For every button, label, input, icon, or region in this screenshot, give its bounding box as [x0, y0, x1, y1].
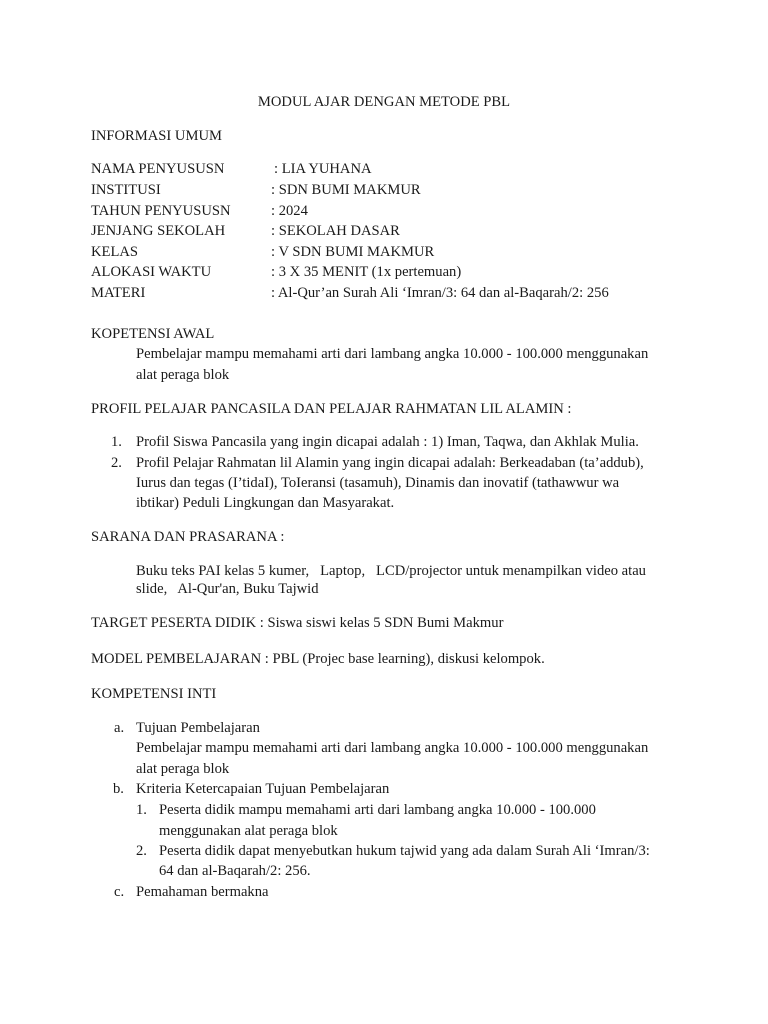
- info-label-institusi: INSTITUSI: [91, 182, 161, 198]
- section-heading-profil: PROFIL PELAJAR PANCASILA DAN PELAJAR RAHMATAN LIL ALAMIN :: [91, 401, 572, 417]
- section-heading-kompetensi-awal: KOPETENSI AWAL: [91, 326, 215, 342]
- section-heading-sarana: SARANA DAN PRASARANA :: [91, 529, 285, 545]
- info-label-kelas: KELAS: [91, 244, 139, 260]
- info-value-tahun: : 2024: [271, 203, 308, 219]
- list-item-text: ibtikar) Peduli Lingkungan dan Masyarakat.: [136, 495, 395, 511]
- list-item-text: Iurus dan tegas (I’tidaI), ToIeransi (tasamuh), Dinamis dan inovatif (tathawwur wa: [136, 475, 620, 491]
- info-label-jenjang: JENJANG SEKOLAH: [91, 223, 226, 239]
- info-value-institusi: : SDN BUMI MAKMUR: [271, 182, 421, 198]
- list-item-text: menggunakan alat peraga blok: [159, 823, 338, 839]
- info-value-materi: : Al-Qur’an Surah Ali ‘Imran/3: 64 dan al-Baqarah/2: 256: [271, 285, 609, 301]
- list-item-text: Profil Siswa Pancasila yang ingin dicapai adalah : 1) Iman, Taqwa, dan Akhlak Mulia.: [136, 434, 639, 450]
- document-title: MODUL AJAR DENGAN METODE PBL: [257, 94, 511, 110]
- list-item-text: Peserta didik dapat menyebutkan hukum tajwid yang ada dalam Surah Ali ‘Imran/3:: [159, 843, 650, 859]
- list-marker: 1.: [111, 434, 122, 450]
- section-heading-kompetensi-inti: KOMPETENSI INTI: [91, 686, 217, 702]
- section-heading-informasi-umum: INFORMASI UMUM: [91, 128, 222, 144]
- list-item-text: 64 dan al-Baqarah/2: 256.: [159, 863, 311, 879]
- target-peserta-didik: TARGET PESERTA DIDIK : Siswa siswi kelas 5 SDN Bumi Makmur: [91, 615, 504, 631]
- list-marker: 2.: [136, 843, 147, 859]
- info-value-jenjang: : SEKOLAH DASAR: [271, 223, 400, 239]
- info-value-alokasi: : 3 X 35 MENIT (1x pertemuan): [271, 264, 462, 280]
- paragraph-line: Pembelajar mampu memahami arti dari lambang angka 10.000 - 100.000 menggunakan: [136, 740, 649, 756]
- info-label-materi: MATERI: [91, 285, 146, 301]
- list-marker: 2.: [111, 455, 122, 471]
- list-item-text: Profil Pelajar Rahmatan lil Alamin yang ingin dicapai adalah: Berkeadaban (ta’addub),: [136, 455, 644, 471]
- info-value-nama: : LIA YUHANA: [274, 161, 372, 177]
- info-value-kelas: : V SDN BUMI MAKMUR: [271, 244, 435, 260]
- paragraph-line: Buku teks PAI kelas 5 kumer, Laptop, LCD/projector untuk menampilkan video atau: [136, 563, 646, 579]
- list-item-label: Tujuan Pembelajaran: [136, 720, 260, 736]
- list-marker: 1.: [136, 802, 147, 818]
- info-label-tahun: TAHUN PENYUSUSN: [91, 203, 231, 219]
- list-item-text: Peserta didik mampu memahami arti dari lambang angka 10.000 - 100.000: [159, 802, 596, 818]
- model-pembelajaran: MODEL PEMBELAJARAN : PBL (Projec base learning), diskusi kelompok.: [91, 651, 545, 667]
- paragraph-line: Pembelajar mampu memahami arti dari lambang angka 10.000 - 100.000 menggunakan: [136, 346, 649, 362]
- paragraph-line: slide, Al-Qur'an, Buku Tajwid: [136, 581, 319, 597]
- list-marker: c.: [114, 884, 125, 900]
- info-label-nama: NAMA PENYUSUSN: [91, 161, 225, 177]
- info-label-alokasi: ALOKASI WAKTU: [91, 264, 212, 280]
- list-marker: b.: [113, 781, 124, 797]
- list-item-label: Kriteria Ketercapaian Tujuan Pembelajaran: [136, 781, 390, 797]
- list-item-label: Pemahaman bermakna: [136, 884, 269, 900]
- paragraph-line: alat peraga blok: [136, 367, 230, 383]
- list-marker: a.: [114, 720, 125, 736]
- paragraph-line: alat peraga blok: [136, 761, 230, 777]
